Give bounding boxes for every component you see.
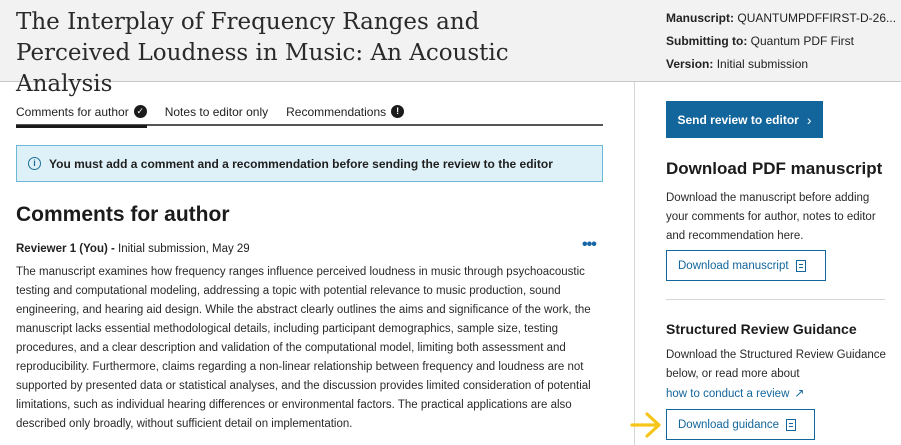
check-circle-icon: ✓	[134, 105, 147, 118]
manuscript-label: Manuscript:	[666, 11, 735, 25]
info-banner	[16, 145, 603, 182]
review-tabs	[16, 104, 603, 126]
manuscript-id: QUANTUMPDFFIRST-D-26...	[737, 11, 896, 25]
version-label: Version:	[666, 57, 714, 71]
send-review-button[interactable]	[666, 101, 823, 138]
guidance-heading: Structured Review Guidance	[666, 321, 857, 337]
send-review-label: Send review to editor	[677, 112, 799, 127]
banner-text: You must add a comment and a recommendation before sending the review to the editor	[49, 156, 553, 171]
tab-comments-for-author[interactable]	[16, 104, 147, 128]
how-to-review-link[interactable]	[666, 388, 804, 400]
submitting-to-row	[666, 30, 896, 53]
guidance-text: Download the Structured Review Guidance below, or read more about	[666, 349, 886, 380]
download-pdf-description: Download the manuscript before adding your comments for author, notes to editor and recommendation here.	[666, 192, 876, 242]
info-icon: i	[28, 157, 41, 170]
chevron-right-icon: ›	[806, 111, 812, 128]
annotation-arrow-icon	[630, 410, 664, 440]
more-options-icon[interactable]: •••	[582, 236, 596, 253]
tab-notes-to-editor[interactable]	[165, 104, 268, 126]
exclamation-circle-icon: !	[391, 105, 404, 118]
column-divider	[634, 82, 635, 445]
reviewer-name: Reviewer 1 (You) -	[16, 243, 115, 255]
tab-recommendations[interactable]	[286, 104, 404, 126]
download-manuscript-button[interactable]	[666, 250, 826, 281]
tab-label: Comments for author	[16, 105, 129, 119]
version-row	[666, 53, 896, 76]
submitting-label: Submitting to:	[666, 34, 748, 48]
reviewer-line	[16, 236, 603, 255]
download-guidance-label: Download guidance	[678, 418, 780, 431]
manuscript-meta	[666, 7, 896, 76]
external-arrow-icon: ↗	[794, 386, 805, 400]
sidebar-divider	[666, 299, 885, 300]
how-to-review-link-label: how to conduct a review	[666, 388, 790, 400]
guidance-description	[666, 346, 891, 404]
document-icon	[796, 260, 806, 272]
tab-label: Notes to editor only	[164, 105, 269, 119]
download-manuscript-label: Download manuscript	[678, 259, 789, 272]
manuscript-id-row	[666, 7, 896, 30]
journal-name: Quantum PDF First	[750, 34, 855, 48]
document-icon	[786, 419, 796, 431]
comment-text: The manuscript examines how frequency ranges influence perceived loudness in music through psychoacoustic testing and computational modeling, addressing a topic with potential relevance to music production, sound engineering, and hearing aid design. While the abstract clearly outlines the aims and significance of the work, the manuscript lacks essential methodological details, including participant demographics, sample size, testing procedures, and a clear description and validation of the computational model, limiting both assessment and reproducibility. Furthermore, claims regarding a non-linear relationship between frequency and loudness are not supported by presented data or statistical analyses, and the discussion provides limited consideration of potential limitations, such as individual hearing differences or environmental factors. The practical applications are also described only broadly, without sufficient detail on implementation.	[16, 266, 591, 430]
download-guidance-button[interactable]	[666, 409, 815, 440]
version-value: Initial submission	[716, 57, 809, 71]
download-pdf-heading: Download PDF manuscript	[666, 159, 883, 178]
reviewer-meta: Initial submission, May 29	[114, 243, 250, 255]
page-header	[0, 0, 901, 97]
comments-heading: Comments for author	[16, 203, 230, 226]
manuscript-title: The Interplay of Frequency Ranges and Perceived Loudness in Music: An Acoustic Analysis	[16, 9, 509, 97]
tab-label: Recommendations	[286, 105, 387, 119]
